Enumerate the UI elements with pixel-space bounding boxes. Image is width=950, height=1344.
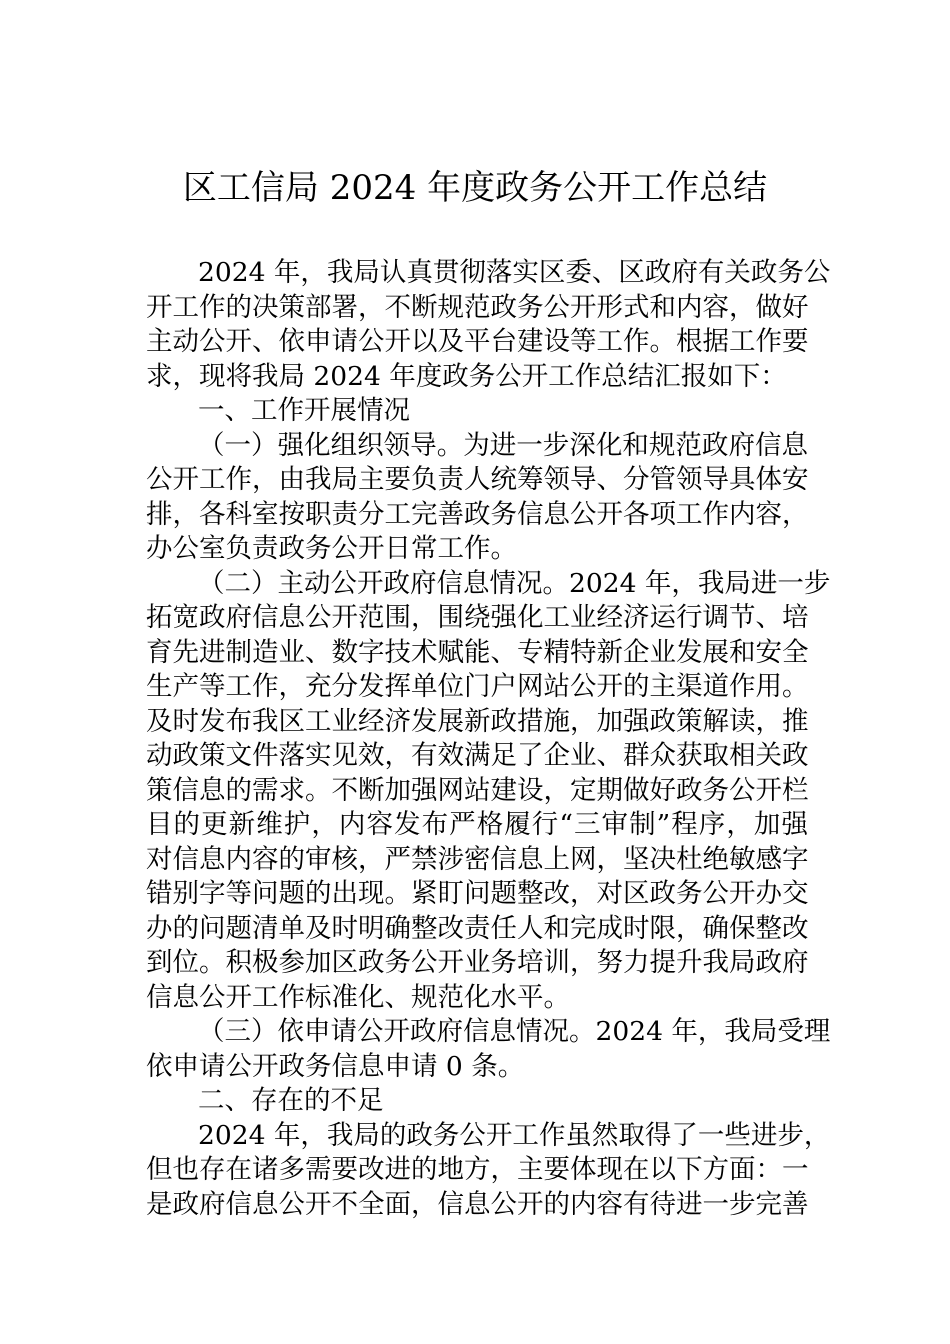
paragraph-line: 办公室负责政务公开日常工作。 <box>146 533 517 564</box>
paragraph-line: 开工作的决策部署，不断规范政务公开形式和内容，做好 <box>146 291 809 323</box>
paragraph-line: 排，各科室按职责分工完善政务信息公开各项工作内容， <box>146 498 809 530</box>
section-heading: 二、存在的不足 <box>198 1085 384 1116</box>
paragraph-line: （二）主动公开政府信息情况。2024 年，我局进一步 <box>198 567 831 599</box>
paragraph-line: 依申请公开政务信息申请 0 条。 <box>146 1050 525 1082</box>
paragraph-line: 信息公开工作标准化、规范化水平。 <box>146 981 570 1013</box>
paragraph-line: 对信息内容的审核，严禁涉密信息上网，坚决杜绝敏感字 <box>146 843 809 875</box>
paragraph-line: 及时发布我区工业经济发展新政措施，加强政策解读，推 <box>146 705 809 737</box>
paragraph-line: （三）依申请公开政府信息情况。2024 年，我局受理 <box>198 1016 831 1047</box>
section-heading: 一、工作开展情况 <box>198 395 410 426</box>
paragraph-line: 但也存在诸多需要改进的地方，主要体现在以下方面：一 <box>146 1154 809 1185</box>
paragraph-line: 错别字等问题的出现。紧盯问题整改，对区政务公开办交 <box>146 878 809 909</box>
paragraph-line: 是政府信息公开不全面，信息公开的内容有待进一步完善 <box>146 1188 809 1220</box>
paragraph-line: 育先进制造业、数字技术赋能、专精特新企业发展和安全 <box>146 636 809 668</box>
paragraph-line: 目的更新维护，内容发布严格履行“三审制”程序，加强 <box>146 809 808 840</box>
paragraph-line: 2024 年，我局认真贯彻落实区委、区政府有关政务公 <box>198 257 831 288</box>
paragraph-line: 拓宽政府信息公开范围，围绕强化工业经济运行调节、培 <box>146 602 809 633</box>
document-title: 区工信局 2024 年度政务公开工作总结 <box>182 168 768 208</box>
paragraph-line: 策信息的需求。不断加强网站建设，定期做好政务公开栏 <box>146 774 809 806</box>
paragraph-line: 2024 年，我局的政务公开工作虽然取得了一些进步， <box>198 1119 831 1151</box>
paragraph-line: （一）强化组织领导。为进一步深化和规范政府信息 <box>198 429 808 461</box>
document-body <box>146 256 831 1222</box>
paragraph-line: 主动公开、依申请公开以及平台建设等工作。根据工作要 <box>146 326 809 357</box>
paragraph-line: 动政策文件落实见效，有效满足了企业、群众获取相关政 <box>146 740 809 771</box>
paragraph-line: 到位。积极参加区政务公开业务培训，努力提升我局政府 <box>146 947 809 978</box>
paragraph-line: 办的问题清单及时明确整改责任人和完成时限，确保整改 <box>146 912 809 944</box>
paragraph-line: 生产等工作，充分发挥单位门户网站公开的主渠道作用。 <box>146 671 809 702</box>
paragraph-line: 公开工作，由我局主要负责人统筹领导、分管领导具体安 <box>146 464 809 495</box>
paragraph-line: 求，现将我局 2024 年度政务公开工作总结汇报如下： <box>146 360 787 392</box>
